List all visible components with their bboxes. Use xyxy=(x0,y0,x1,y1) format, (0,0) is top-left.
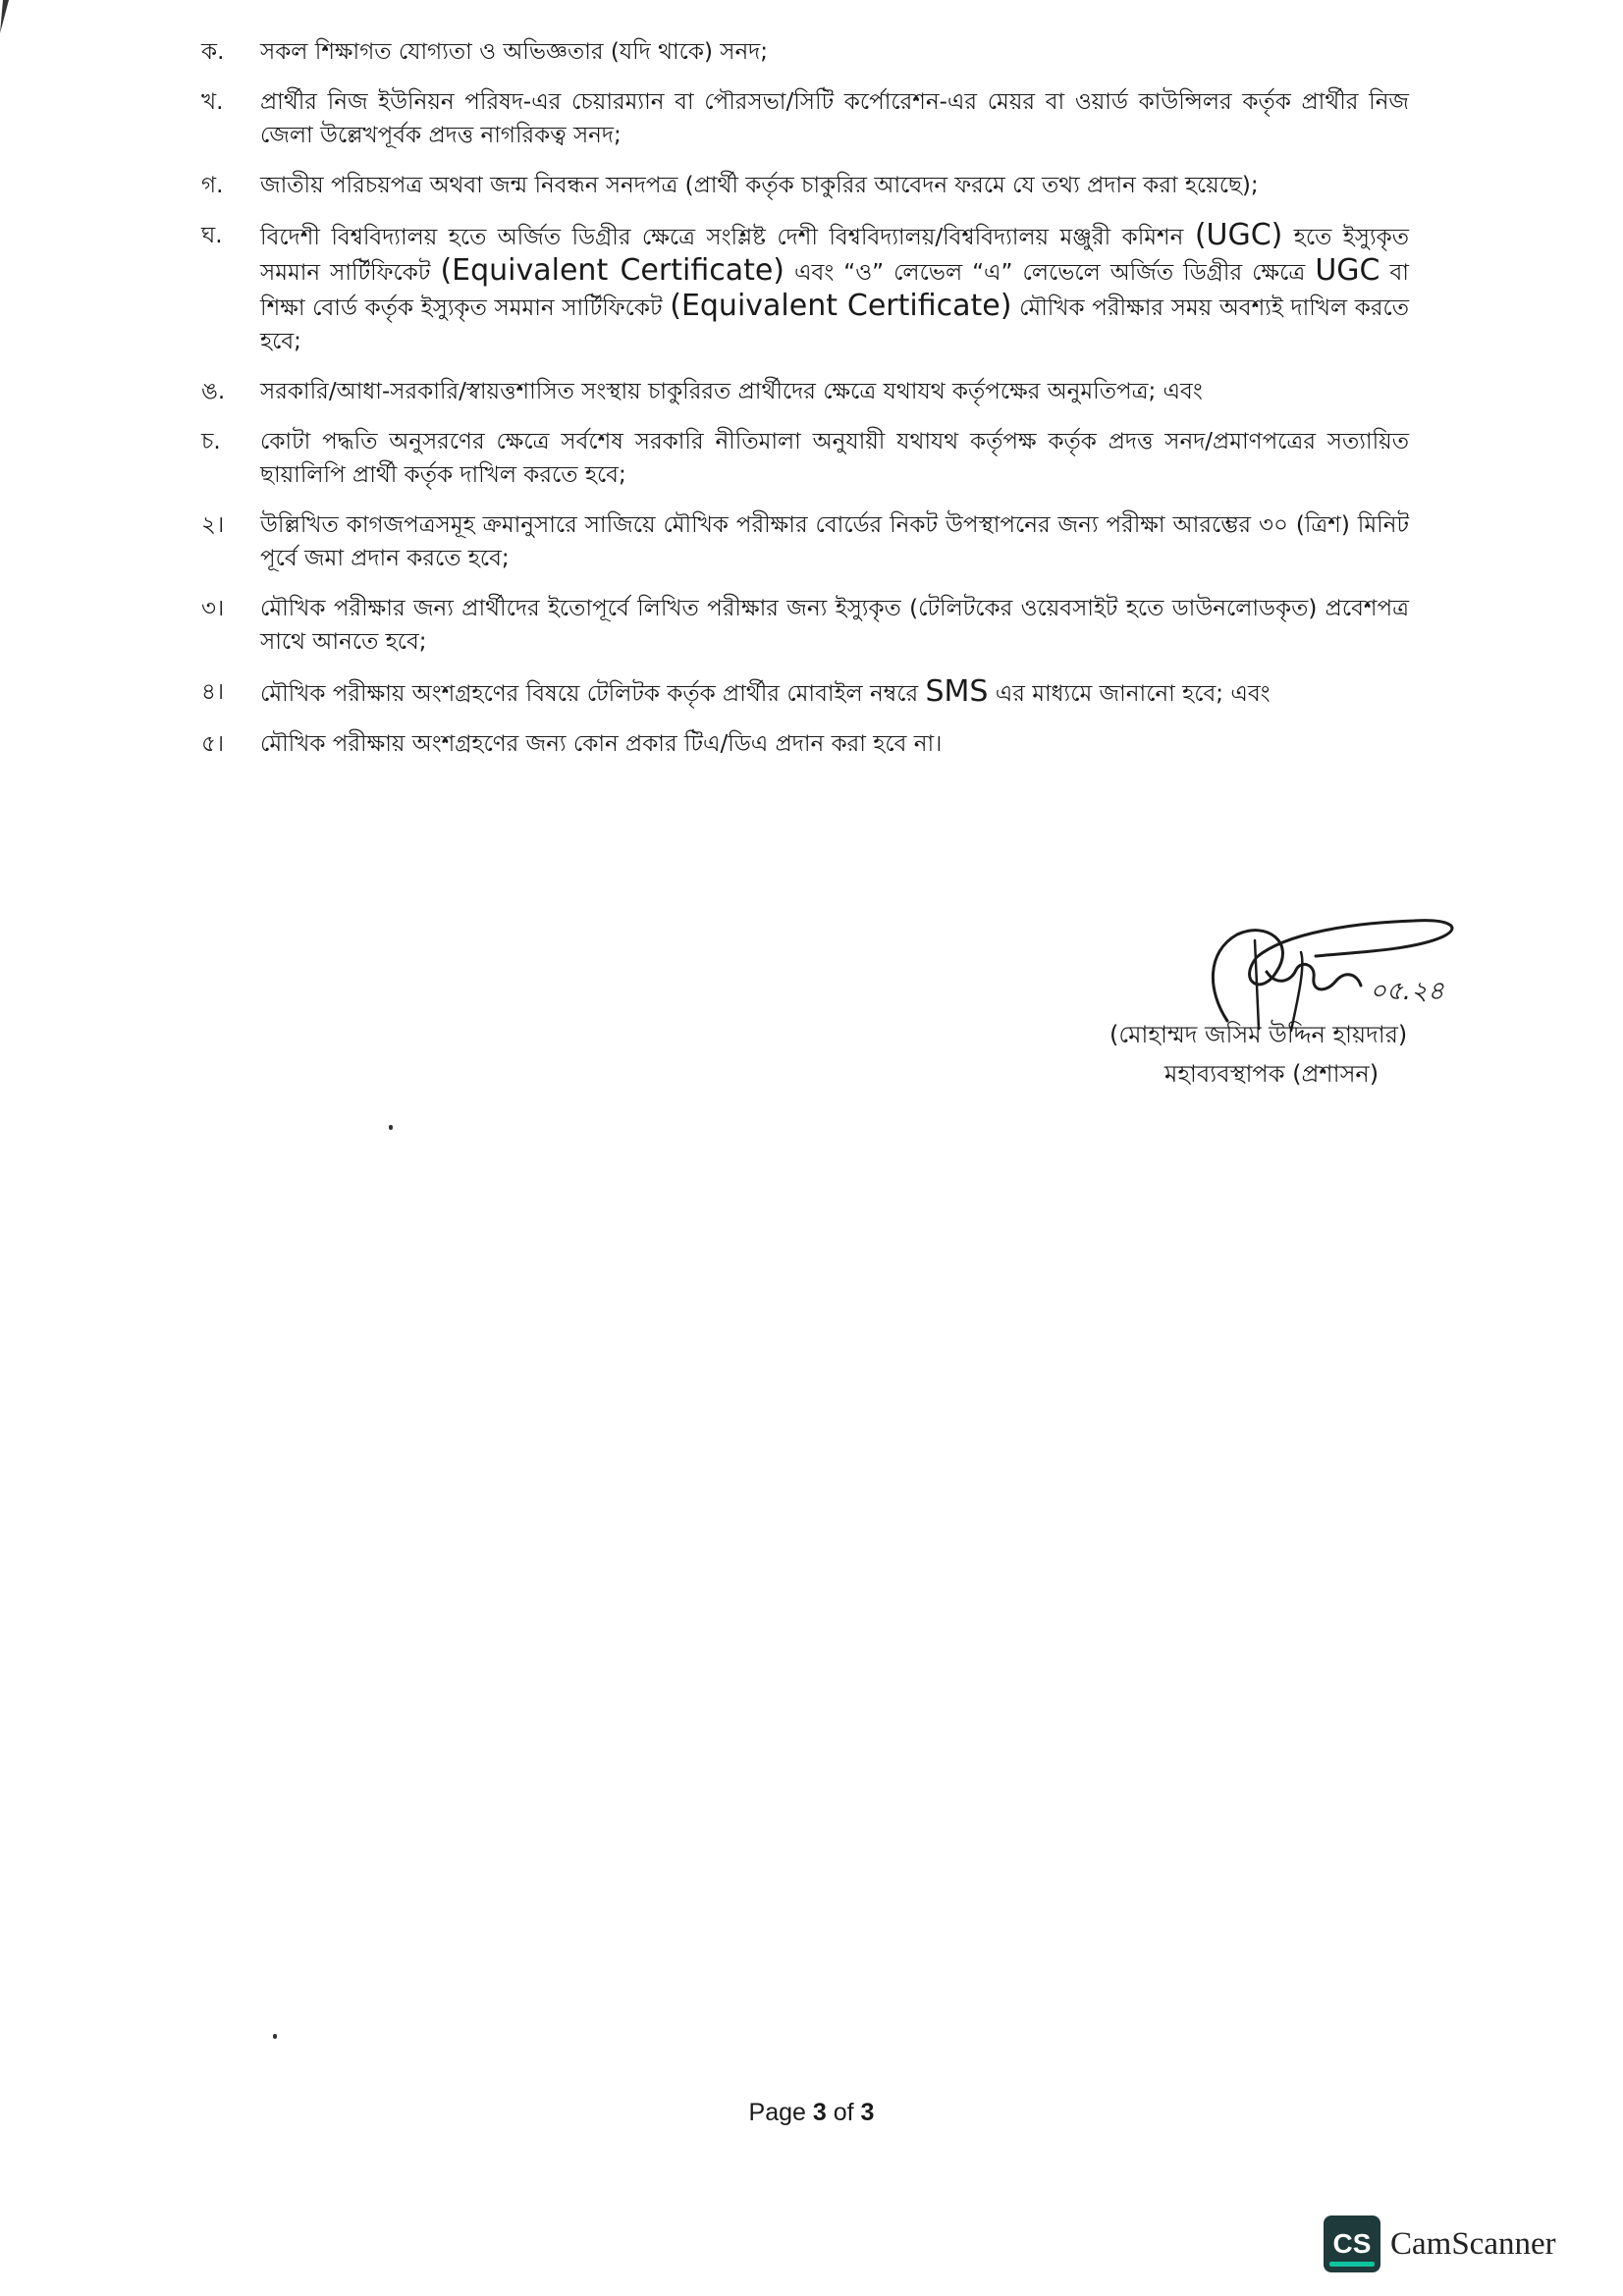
current-page: 3 xyxy=(812,2099,827,2126)
list-item xyxy=(201,727,1409,761)
item-marker: ২। xyxy=(201,512,225,538)
text-part-latin: (UGC) xyxy=(1194,218,1283,252)
signer-name: (মোহাম্মদ জসিম উদ্দিন হায়দার) xyxy=(1109,1021,1408,1048)
item-marker: ঘ. xyxy=(201,223,223,248)
item-marker: ৩। xyxy=(201,596,225,621)
item-text: সকল শিক্ষাগত যোগ্যতা ও অভিজ্ঞতার (যদি থাকে) সনদ; xyxy=(260,39,769,65)
scan-speck xyxy=(273,2034,277,2039)
list-item xyxy=(201,592,1409,659)
item-marker: ক. xyxy=(201,39,225,65)
item-text xyxy=(260,219,1409,358)
item-text: মৌখিক পরীক্ষায় অংশগ্রহণের জন্য কোন প্রকার টিএ/ডিএ প্রদান করা হবে না। xyxy=(260,731,943,757)
text-part: মৌখিক পরীক্ষার সময় অবশ্যই দাখিল করতে হবে; xyxy=(260,295,1409,354)
item-text: উল্লিখিত কাগজপত্রসমূহ ক্রমানুসারে সাজিয়ে মৌখিক পরীক্ষার বোর্ডের নিকট উপস্থাপনের জন্য পরীক্ষা আরম্ভের ৩০ (ত্রিশ) মিনিট পূর্বে জমা প্রদান করতে হবে; xyxy=(260,512,1409,571)
item-text xyxy=(260,675,1409,711)
signature-date: ০৫.২৪ xyxy=(1370,977,1444,1006)
item-text: সরকারি/আধা-সরকারি/স্বায়ত্তশাসিত সংস্থায় চাকুরিরত প্রার্থীদের ক্ষেত্রে যথাযথ কর্তৃপক্ষের অনুমতিপত্র; এবং xyxy=(260,379,1203,404)
text-part: এবং “ও” লেভেল “এ” লেভেলে অর্জিত ডিগ্রীর ক্ষেত্রে xyxy=(784,260,1316,286)
text-part: বা শিক্ষা বোর্ড কর্তৃক ইস্যুকৃত সমমান সার্টিফিকেট xyxy=(260,260,1409,321)
item-marker: ঙ. xyxy=(201,379,226,404)
text-part: এর মাধ্যমে জানানো হবে; এবং xyxy=(988,681,1271,707)
text-part-latin: (Equivalent Certificate) xyxy=(440,253,785,288)
page-label: Page xyxy=(748,2099,813,2126)
total-pages: 3 xyxy=(860,2099,875,2126)
item-text: মৌখিক পরীক্ষার জন্য প্রার্থীদের ইতোপূর্বে লিখিত পরীক্ষার জন্য ইস্যুকৃত (টেলিটকের ওয়েবসাইট হতে ডাউনলোডকৃত) প্রবেশপত্র সাথে আনতে হবে; xyxy=(260,596,1409,655)
item-text: কোটা পদ্ধতি অনুসরণের ক্ষেত্রে সর্বশেষ সরকারি নীতিমালা অনুযায়ী যথাযথ কর্তৃপক্ষ কর্তৃক প্রদত্ত সনদ/প্রমাণপত্রের সত্যায়িত ছায়ালিপি প্রার্থী কর্তৃক দাখিল করতে হবে; xyxy=(260,429,1409,488)
item-text: প্রার্থীর নিজ ইউনিয়ন পরিষদ-এর চেয়ারম্যান বা পৌরসভা/সিটি কর্পোরেশন-এর মেয়র বা ওয়ার্ড কাউন্সিলর কর্তৃক প্রার্থীর নিজ জেলা উল্লেখপূর্বক প্রদত্ত নাগরিকত্ব সনদ; xyxy=(260,89,1409,148)
item-marker: খ. xyxy=(201,89,224,115)
scan-speck xyxy=(389,1125,393,1130)
list-item xyxy=(201,508,1409,575)
page-number-footer xyxy=(0,2099,1623,2127)
list-item xyxy=(201,219,1409,358)
list-item xyxy=(201,35,1409,69)
text-part-latin: (Equivalent Certificate) xyxy=(670,289,1012,323)
text-part-latin: UGC xyxy=(1315,253,1380,288)
list-item xyxy=(201,375,1409,408)
item-marker: চ. xyxy=(201,429,221,454)
document-body xyxy=(201,35,1409,777)
scan-corner-mark xyxy=(0,0,10,33)
text-part: মৌখিক পরীক্ষায় অংশগ্রহণের বিষয়ে টেলিটক কর্তৃক প্রার্থীর মোবাইল নম্বরে xyxy=(260,681,926,707)
text-part: বিদেশী বিশ্ববিদ্যালয় হতে অর্জিত ডিগ্রীর ক্ষেত্রে সংশ্লিষ্ট দেশী বিশ্ববিদ্যালয়/বিশ্ববিদ্যালয় মঞ্জুরী কমিশন xyxy=(260,225,1195,250)
camscanner-watermark xyxy=(1324,2215,1556,2273)
signature-block xyxy=(1090,913,1502,1099)
list-item xyxy=(201,675,1409,711)
item-marker: ৪। xyxy=(201,679,225,705)
text-part: হতে ইস্যুকৃত সমমান সার্টিফিকেট xyxy=(260,225,1409,286)
list-item xyxy=(201,85,1409,152)
item-marker: গ. xyxy=(201,173,224,198)
page-of-label: of xyxy=(826,2099,861,2126)
text-part-latin: SMS xyxy=(925,674,989,709)
item-marker: ৫। xyxy=(201,731,225,757)
camscanner-logo-icon: CS xyxy=(1324,2216,1380,2272)
signer-title: মহাব্যবস্থাপক (প্রশাসন) xyxy=(1164,1060,1380,1088)
camscanner-brand-text: CamScanner xyxy=(1390,2225,1556,2262)
item-text: জাতীয় পরিচয়পত্র অথবা জন্ম নিবন্ধন সনদপত্র (প্রার্থী কর্তৃক চাকুরির আবেদন ফরমে যে তথ্য প্রদান করা হয়েছে); xyxy=(260,173,1259,198)
list-item xyxy=(201,425,1409,492)
list-item xyxy=(201,169,1409,202)
